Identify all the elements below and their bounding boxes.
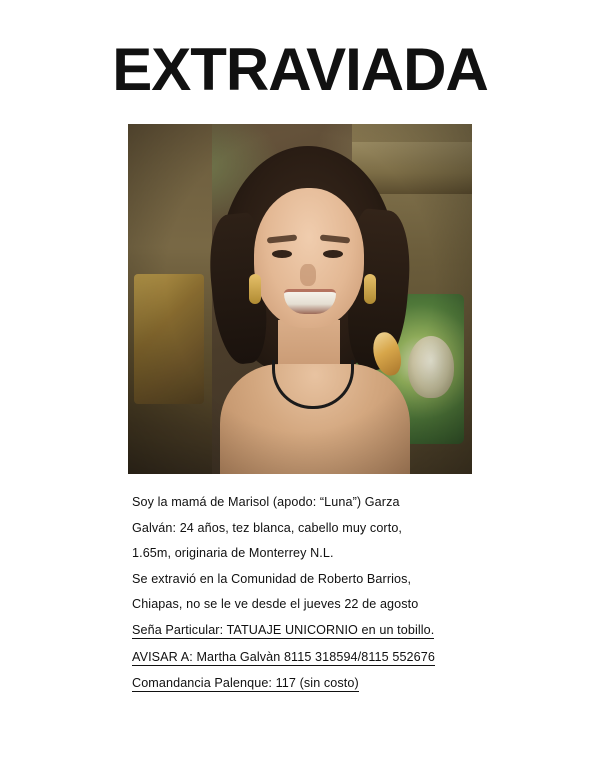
description-line-3: 1.65m, originaria de Monterrey N.L.: [132, 546, 334, 561]
missing-person-photo: [128, 124, 472, 474]
contact-notice: [132, 651, 504, 664]
contact-notice-text: AVISAR A: Martha Galvàn 8115 318594/8115 552676: [132, 649, 435, 664]
description-line-5: Chiapas, no se le ve desde el jueves 22 de agosto: [132, 597, 419, 612]
distinguishing-mark-text: Seña Particular: TATUAJE UNICORNIO en un tobillo.: [132, 622, 435, 637]
description-line-1: Soy la mamá de Marisol (apodo: “Luna”) Garza: [132, 495, 400, 509]
distinguishing-mark: [132, 624, 504, 637]
police-contact-text: Comandancia Palenque: 117 (sin costo): [132, 676, 359, 691]
description-line-4: Se extravió en la Comunidad de Roberto Barrios,: [132, 571, 412, 586]
police-contact: [132, 677, 504, 690]
photo-vignette: [128, 124, 472, 474]
page-title: EXTRAVIADA: [112, 36, 488, 103]
poster-body: [0, 496, 600, 690]
description-line-2: Galván: 24 años, tez blanca, cabello muy corto,: [132, 520, 403, 535]
